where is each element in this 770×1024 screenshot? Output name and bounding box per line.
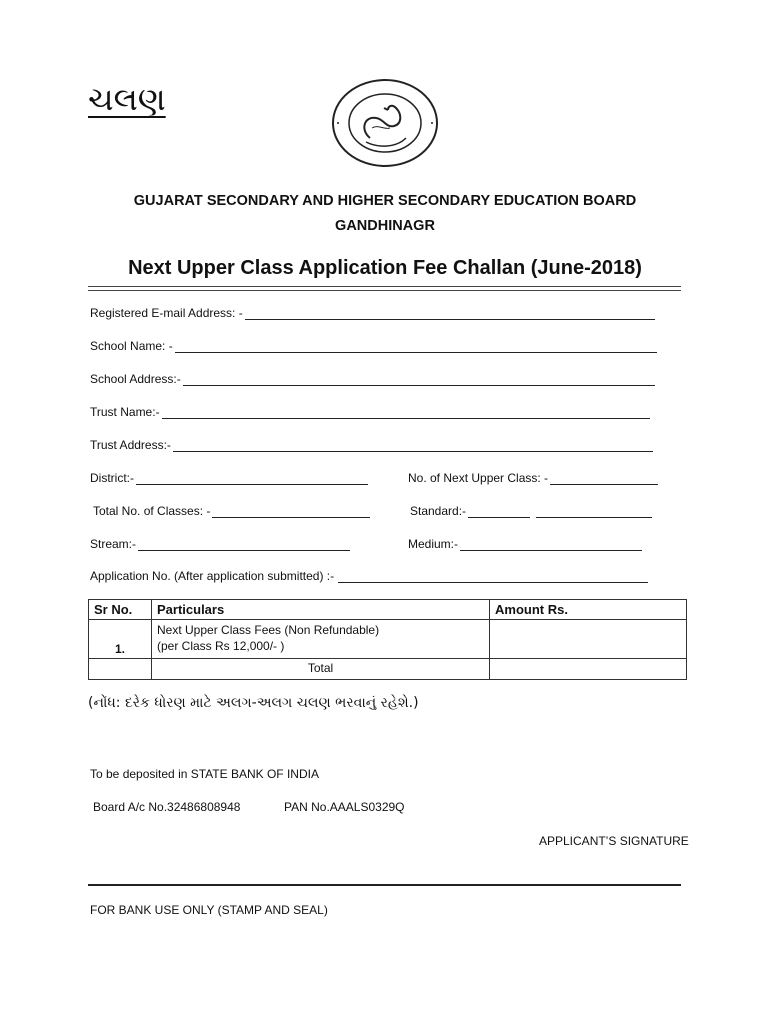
next-class-field <box>408 471 658 485</box>
swan-emblem-icon <box>330 78 440 168</box>
school-name-field <box>90 339 657 353</box>
fee-table <box>88 599 687 680</box>
bank-use-label: FOR BANK USE ONLY (STAMP AND SEAL) <box>90 903 328 917</box>
next-class-label: No. of Next Upper Class: - <box>408 471 549 485</box>
email-label: Registered E-mail Address: - <box>90 306 243 320</box>
email-input-line[interactable] <box>245 307 655 320</box>
standard-input-line-2[interactable] <box>536 505 652 518</box>
total-classes-input-line[interactable] <box>212 505 370 518</box>
stream-label: Stream:- <box>90 537 137 551</box>
bank-deposit-text: To be deposited in STATE BANK OF INDIA <box>90 767 319 781</box>
email-field <box>90 306 655 320</box>
total-amount[interactable] <box>490 659 687 680</box>
school-name-input-line[interactable] <box>175 340 657 353</box>
applicant-signature-label: APPLICANT’S SIGNATURE <box>539 834 689 848</box>
district-field <box>90 471 368 485</box>
school-address-label: School Address:- <box>90 372 181 386</box>
standard-input-line-1[interactable] <box>468 505 530 518</box>
board-name: GUJARAT SECONDARY AND HIGHER SECONDARY EDUCATION BOARD <box>133 193 637 209</box>
gujarati-note: (નોંધ: દરેક ધોરણ માટે અલગ-અલગ ચલણ ભરવાનું રહેશે.) <box>88 695 419 711</box>
row-amount[interactable] <box>490 620 687 659</box>
signature-divider <box>88 884 681 886</box>
district-input-line[interactable] <box>136 472 368 485</box>
pan-number: PAN No.AAALS0329Q <box>284 800 405 814</box>
school-address-input-line[interactable] <box>183 373 655 386</box>
school-name-label: School Name: - <box>90 339 173 353</box>
application-no-input-line[interactable] <box>338 570 648 583</box>
medium-input-line[interactable] <box>460 538 642 551</box>
standard-label: Standard:- <box>410 504 467 518</box>
board-city: GANDHINAGR <box>335 218 435 234</box>
next-class-input-line[interactable] <box>550 472 658 485</box>
title-double-rule <box>88 286 681 291</box>
total-classes-field <box>93 504 370 518</box>
stream-field <box>90 537 350 551</box>
total-label: Total <box>152 659 490 680</box>
row-particulars-line1: Next Upper Class Fees (Non Refundable) <box>157 623 380 637</box>
form-title: Next Upper Class Application Fee Challan (June-2018) <box>128 257 642 279</box>
table-header-row <box>89 600 687 620</box>
application-no-label: Application No. (After application submitted) :- <box>90 569 335 583</box>
medium-field <box>408 537 642 551</box>
row-sr-no: 1. <box>89 620 152 659</box>
header-particulars: Particulars <box>152 600 490 620</box>
trust-name-input-line[interactable] <box>162 406 650 419</box>
table-row <box>89 620 687 659</box>
total-blank-cell <box>89 659 152 680</box>
table-total-row <box>89 659 687 680</box>
board-account-number: Board A/c No.32486808948 <box>93 800 241 814</box>
trust-name-label: Trust Name:- <box>90 405 160 419</box>
header-amount: Amount Rs. <box>490 600 687 620</box>
school-address-field <box>90 372 655 386</box>
trust-address-input-line[interactable] <box>173 439 653 452</box>
trust-address-label: Trust Address:- <box>90 438 171 452</box>
standard-field <box>410 504 652 518</box>
row-particulars-line2: (per Class Rs 12,000/- ) <box>157 639 285 653</box>
district-label: District:- <box>90 471 134 485</box>
gujarati-title: ચલણ <box>88 80 166 118</box>
total-classes-label: Total No. of Classes: - <box>93 504 211 518</box>
header-sr-no: Sr No. <box>89 600 152 620</box>
stream-input-line[interactable] <box>138 538 350 551</box>
trust-address-field <box>90 438 653 452</box>
row-particulars <box>152 620 490 659</box>
medium-label: Medium:- <box>408 537 459 551</box>
application-no-field <box>90 569 648 583</box>
trust-name-field <box>90 405 650 419</box>
